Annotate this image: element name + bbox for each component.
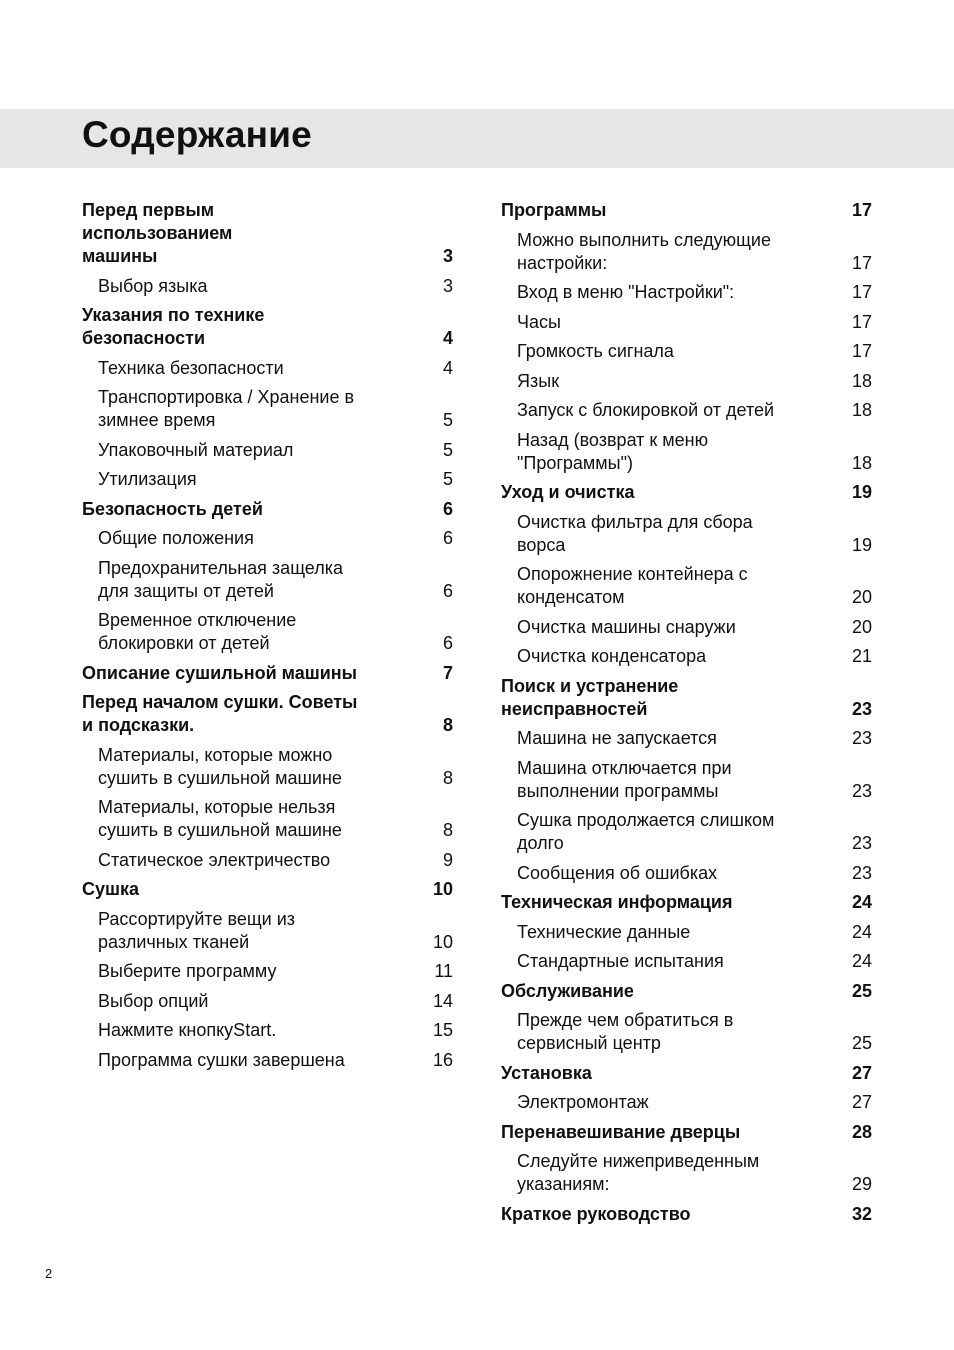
toc-entry-page: 29 [851,1174,872,1194]
toc-entry-title [82,878,364,901]
toc-entry-title [98,796,380,842]
toc-entry-title [501,1121,783,1144]
toc-entry-title [501,1062,783,1085]
toc-entry-title [82,304,364,350]
toc-entry-title [517,399,799,422]
toc-entry-title [517,727,799,750]
toc-entry-title-line: машины [82,246,158,266]
toc-entry-page: 23 [851,833,872,853]
toc-entry-title [98,357,380,380]
toc-subsection-entry [501,229,872,275]
toc-entry-title [98,990,380,1013]
toc-section-entry [82,199,453,268]
toc-entry-title [98,609,380,655]
toc-subsection-entry [82,849,453,872]
toc-entry-title [517,921,799,944]
toc-subsection-entry [501,311,872,334]
toc-entry-title-line: различных тканей [98,931,250,952]
toc-entry-page: 10 [432,879,453,899]
toc-entry-page: 23 [851,780,872,801]
toc-section-entry [501,1203,872,1226]
toc-entry-page: 6 [442,528,453,548]
toc-subsection-entry [501,862,872,885]
toc-entry-page: 8 [442,715,453,735]
toc-subsection-entry [82,796,453,842]
toc-entry-page: 23 [851,862,872,883]
toc-entry-title [517,1091,799,1114]
toc-entry-title-line: Машина не запускается [517,728,717,748]
toc-entry-title [98,744,380,790]
toc-entry-title-line: "Программы") [517,452,634,473]
toc-entry-page: 6 [442,580,453,601]
toc-entry-title-line: Временное отключение [98,610,297,630]
toc-entry-page: 18 [851,452,872,473]
toc-entry-title [517,370,799,393]
toc-entry-page: 9 [442,849,453,870]
toc-entry-title-line: Программа сушки завершена [98,1049,345,1070]
toc-entry-title [98,557,380,603]
toc-entry-title-line: Сообщения об ошибках [517,862,718,883]
toc-entry-page: 28 [851,1121,872,1142]
toc-entry-page: 17 [851,282,872,302]
toc-entry-title [517,511,799,557]
toc-entry-title [517,645,799,668]
toc-entry-title-line: Следуйте нижеприведенным [517,1151,760,1171]
toc-entry-page: 32 [851,1203,872,1224]
toc-subsection-entry [82,960,453,983]
toc-entry-page: 5 [442,410,453,430]
toc-subsection-entry [501,1150,872,1196]
toc-subsection-entry [82,1049,453,1072]
toc-entry-page: 15 [432,1020,453,1040]
toc-column-right [501,199,872,1232]
toc-entry-title-line: для защиты от детей [98,580,274,601]
toc-entry-title-line: сервисный центр [517,1033,661,1053]
toc-entry-page: 19 [851,482,872,502]
toc-entry-title-line: Упаковочный материал [98,439,294,460]
toc-entry-title-line: Громкость сигнала [517,341,674,361]
toc-entry-title [82,498,364,521]
toc-entry-title [517,229,799,275]
toc-subsection-entry [501,511,872,557]
toc-entry-title-line: и подсказки. [82,715,195,735]
toc-section-entry [501,1062,872,1085]
toc-entry-page: 27 [851,1062,872,1083]
toc-entry-title-line: Можно выполнить следующие [517,229,771,250]
toc-entry-title-line: Материалы, которые можно [98,744,333,765]
page-number: 2 [45,1266,53,1281]
toc-entry-title [517,616,799,639]
toc-entry-page: 7 [442,662,453,683]
toc-entry-title-line: Выбор языка [98,275,208,296]
toc-entry-title-line: Очистка фильтра для сбора [517,511,753,532]
toc-entry-title-line: Обслуживание [501,980,634,1001]
toc-section-entry [82,498,453,521]
toc-entry-title [517,950,799,973]
toc-entry-title-line: Очистка конденсатора [517,646,707,666]
toc-entry-page: 21 [851,646,872,666]
toc-entry-title [517,862,799,885]
toc-entry-page: 3 [442,246,453,266]
toc-entry-title [517,1150,799,1196]
toc-entry-title-line: Рассортируйте вещи из [98,908,296,929]
toc-subsection-entry [501,399,872,422]
toc-entry-title-line: Техника безопасности [98,357,284,378]
toc-entry-title-line: Утилизация [98,469,197,489]
toc-entry-title [501,675,783,721]
toc-entry-title-line: Очистка машины снаружи [517,616,736,637]
toc-entry-page: 20 [851,587,872,607]
toc-entry-page: 10 [432,931,453,952]
toc-entry-title-line: Перед началом сушки. Советы [82,692,358,712]
toc-entry-page: 25 [851,1033,872,1053]
toc-subsection-entry [82,557,453,603]
toc-subsection-entry [501,1009,872,1055]
toc-entry-title-line: Предохранительная защелка [98,557,343,578]
toc-entry-title [98,1049,380,1072]
toc-entry-title-line: Статическое электричество [98,849,331,870]
toc-section-entry [501,980,872,1003]
toc-entry-title-line: Запуск с блокировкой от детей [517,400,775,420]
toc-entry-title [517,757,799,803]
toc-entry-title [82,662,364,685]
toc-entry-title-line: указаниям: [517,1174,610,1194]
toc-entry-title-line: Язык [517,370,560,391]
toc-entry-title [98,468,380,491]
toc-section-entry [501,891,872,914]
toc-subsection-entry [82,609,453,655]
toc-entry-page: 8 [442,767,453,788]
toc-entry-title-line: Стандартные испытания [517,951,724,971]
toc-entry-page: 11 [434,961,453,981]
toc-entry-title [501,481,783,504]
toc-entry-title-line: сушить в сушильной машине [98,820,342,840]
toc-entry-title [501,891,783,914]
toc-entry-title-line: Прежде чем обратиться в [517,1010,734,1030]
toc-entry-title-line: зимнее время [98,410,216,430]
toc-entry-page: 23 [851,698,872,719]
toc-subsection-entry [82,439,453,462]
toc-subsection-entry [82,357,453,380]
toc-entry-title-line: Сушка продолжается слишком [517,810,775,830]
toc-entry-title-line: Краткое руководство [501,1203,691,1224]
toc-subsection-entry [82,908,453,954]
toc-subsection-entry [82,527,453,550]
toc-entry-title [98,275,380,298]
toc-entry-title-line: Программы [501,200,607,220]
toc-entry-page: 5 [442,469,453,489]
toc-entry-title-line: Нажмите кнопкуStart. [98,1020,277,1040]
toc-entry-page: 24 [851,892,872,912]
toc-entry-page: 8 [442,820,453,840]
toc-subsection-entry [501,429,872,475]
toc-section-entry [501,1121,872,1144]
toc-subsection-entry [501,757,872,803]
toc-entry-title-line: Уход и очистка [501,482,635,502]
toc-entry-title-line: Опорожнение контейнера с [517,564,748,584]
toc-entry-title [517,429,799,475]
toc-subsection-entry [82,1019,453,1042]
toc-entry-title-line: безопасности [82,328,206,348]
toc-entry-title [517,1009,799,1055]
toc-section-entry [501,199,872,222]
toc-entry-page: 17 [851,311,872,332]
toc-entry-page: 17 [851,252,872,273]
toc-entry-page: 6 [442,498,453,519]
toc-entry-title-line: Перенавешивание дверцы [501,1121,741,1142]
toc-entry-title [517,809,799,855]
toc-entry-page: 24 [851,921,872,942]
toc-entry-title-line: Техническая информация [501,892,733,912]
toc-section-entry [501,675,872,721]
toc-entry-page: 18 [851,370,872,391]
toc-entry-page: 25 [851,980,872,1001]
toc-entry-title-line: Безопасность детей [82,498,263,519]
toc-entry-page: 5 [442,439,453,460]
toc-entry-title-line: Назад (возврат к меню [517,429,709,450]
toc-entry-page: 3 [442,275,453,296]
toc-entry-page: 24 [851,951,872,971]
toc-column-left [82,199,453,1078]
toc-entry-page: 4 [442,328,453,348]
toc-subsection-entry [501,563,872,609]
toc-subsection-entry [501,281,872,304]
toc-entry-page: 4 [442,357,453,378]
toc-entry-title-line: блокировки от детей [98,633,270,653]
toc-entry-title-line: настройки: [517,252,608,273]
toc-subsection-entry [82,275,453,298]
toc-entry-title-line: Поиск и устранение [501,675,679,696]
toc-entry-title-line: Выберите программу [98,961,277,981]
toc-entry-title-line: Сушка [82,879,140,899]
toc-entry-title-line: Общие положения [98,528,254,548]
toc-entry-page: 20 [851,616,872,637]
toc-section-entry [501,481,872,504]
toc-entry-title-line: Электромонтаж [517,1092,649,1112]
toc-entry-title [501,199,783,222]
toc-entry-title-line: Часы [517,311,561,332]
toc-entry-page: 14 [432,990,453,1011]
toc-subsection-entry [82,744,453,790]
toc-section-entry [82,304,453,350]
toc-entry-title-line: выполнении программы [517,780,719,801]
toc-section-entry [82,878,453,901]
toc-entry-title-line: Технические данные [517,921,691,942]
toc-entry-title [98,439,380,462]
toc-entry-title [98,527,380,550]
toc-entry-title [98,1019,380,1042]
toc-entry-title [98,849,380,872]
toc-entry-title-line: Перед первым использованием [82,200,233,243]
toc-entry-title-line: Указания по технике [82,305,265,325]
toc-entry-title-line: Установка [501,1062,592,1083]
toc-entry-title-line: Описание сушильной машины [82,662,358,683]
toc-entry-page: 6 [442,633,453,653]
toc-subsection-entry [501,616,872,639]
toc-entry-title-line: Выбор опций [98,990,209,1011]
toc-entry-title-line: Машина отключается при [517,757,732,778]
toc-section-entry [82,662,453,685]
toc-entry-title [82,691,364,737]
toc-entry-page: 16 [432,1049,453,1070]
toc-entry-title [82,199,364,268]
toc-entry-title [501,1203,783,1226]
toc-entry-page: 17 [851,200,872,220]
toc-section-entry [82,691,453,737]
toc-entry-title-line: долго [517,833,564,853]
toc-entry-title-line: конденсатом [517,587,625,607]
toc-subsection-entry [501,1091,872,1114]
toc-subsection-entry [82,468,453,491]
toc-entry-page: 17 [851,341,872,361]
toc-subsection-entry [501,727,872,750]
toc-entry-title [517,563,799,609]
toc-entry-page: 18 [851,400,872,420]
toc-entry-title [517,311,799,334]
toc-subsection-entry [501,809,872,855]
toc-subsection-entry [501,370,872,393]
toc-entry-title-line: Материалы, которые нельзя [98,797,336,817]
toc-entry-title-line: ворса [517,534,566,555]
toc-subsection-entry [501,921,872,944]
toc-entry-title [501,980,783,1003]
toc-entry-title-line: неисправностей [501,698,648,719]
toc-subsection-entry [501,340,872,363]
toc-entry-title-line: Транспортировка / Хранение в [98,387,355,407]
toc-entry-title-line: Вход в меню "Настройки": [517,282,735,302]
toc-subsection-entry [501,950,872,973]
toc-entry-title [98,960,380,983]
toc-entry-page: 27 [851,1092,872,1112]
toc-subsection-entry [82,990,453,1013]
toc-entry-title-line: сушить в сушильной машине [98,767,342,788]
toc-subsection-entry [82,386,453,432]
toc-entry-title [517,281,799,304]
toc-entry-page: 19 [851,534,872,555]
toc-subsection-entry [501,645,872,668]
toc-entry-title [98,386,380,432]
toc-entry-title [517,340,799,363]
toc-entry-page: 23 [851,728,872,748]
page-title: Содержание [82,114,312,155]
toc-entry-title [98,908,380,954]
